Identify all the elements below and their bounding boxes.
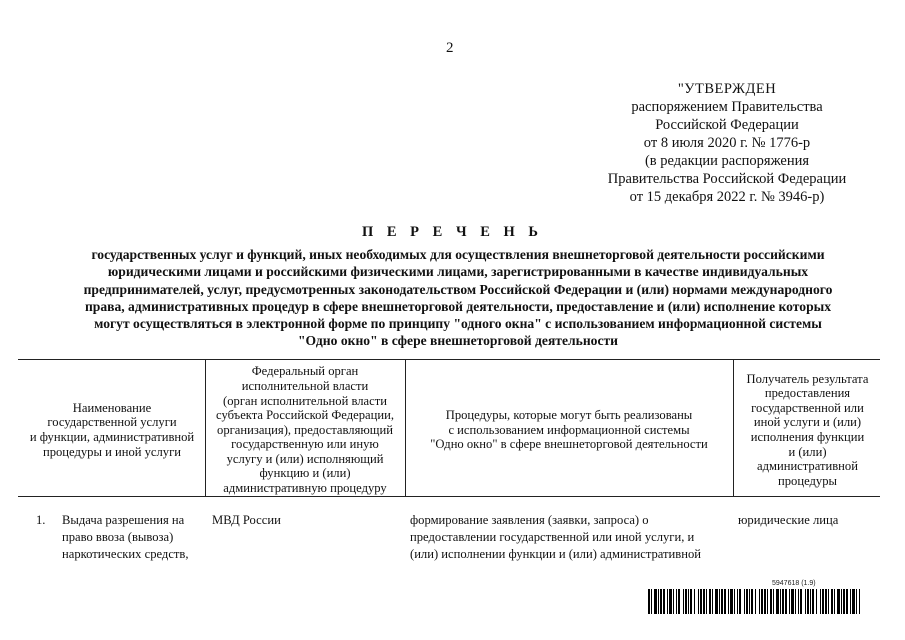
header-line: процедуры: [778, 473, 837, 488]
header-line: административной: [757, 459, 858, 474]
barcode-bar: [685, 589, 687, 614]
approval-line: от 8 июля 2020 г. № 1776-р: [643, 135, 811, 151]
barcode-bar: [749, 589, 750, 614]
approval-line: распоряжением Правительства: [631, 99, 823, 115]
header-line: и функции, административной: [29, 430, 195, 444]
barcode-bar: [739, 589, 741, 614]
barcode-bar: [651, 589, 652, 614]
header-line: государственной услуги: [47, 415, 177, 430]
header-line: предоставления: [764, 386, 851, 401]
barcode-bar: [859, 589, 860, 614]
barcode-bar: [843, 589, 845, 614]
barcode-bar: [856, 589, 857, 614]
barcode-bar: [721, 589, 723, 614]
header-cell-procedures: [407, 366, 731, 494]
barcode-bar: [688, 589, 689, 614]
header-line: субъекта Российской Федерации,: [216, 408, 394, 423]
barcode-bar: [658, 589, 659, 614]
barcode-bar: [816, 589, 817, 614]
approval-block: [596, 80, 858, 206]
header-line: иной услуги и (или): [753, 415, 862, 430]
header-line: государственную или иную: [231, 437, 379, 452]
barcode-bar: [789, 589, 790, 614]
barcode-bar: [846, 589, 848, 614]
header-line: Наименование: [72, 400, 152, 415]
header-line: организация), предоставляющий: [217, 422, 393, 437]
barcode-bar: [698, 589, 699, 614]
header-cell-organ: [207, 366, 403, 494]
barcode-bar: [715, 589, 718, 614]
barcode-bar: [767, 589, 768, 614]
barcode-bar: [770, 589, 772, 614]
approval-line: (в редакции распоряжения: [644, 153, 810, 169]
barcode-bar: [709, 589, 711, 614]
header-line: процедуры и иной услуги: [42, 444, 182, 459]
row-procedure-line: формирование заявления (заявки, запроса) о: [410, 513, 649, 527]
barcode-label: 5947618 (1.9): [772, 580, 816, 587]
barcode-bar: [773, 589, 774, 614]
barcode-bar: [751, 589, 753, 614]
barcode-bar: [678, 589, 680, 614]
barcode-bar: [841, 589, 842, 614]
barcode-bar: [831, 589, 833, 614]
approval-line: "УТВЕРЖДЕН: [677, 81, 777, 97]
barcode-bar: [805, 589, 806, 614]
barcode-bar: [834, 589, 835, 614]
barcode-bar: [782, 589, 784, 614]
barcode-bar: [764, 589, 766, 614]
header-line: государственной или: [751, 400, 864, 415]
barcode-bar: [785, 589, 787, 614]
approval-line: от 15 декабря 2022 г. № 3946-р): [629, 189, 825, 205]
row-name-line: Выдача разрешения на: [62, 513, 185, 527]
column-divider: [205, 359, 206, 496]
subtitle-line: юридическими лицами и российскими физическими лицами, зарегистрированными в качестве индивидуальных: [107, 264, 809, 280]
header-line: с использованием информационной системы: [448, 422, 690, 437]
subtitle-line: предпринимателей, услуг, предусмотренных законодательством Российской Федерации и (или) нормами международного: [83, 281, 833, 297]
row-name-line: наркотических средств,: [62, 547, 189, 562]
barcode-bar: [648, 589, 650, 614]
row-procedure-line: предоставлении государственной или иной услуги, и: [410, 530, 695, 545]
barcode-bar: [822, 589, 824, 614]
header-line: административную процедуру: [223, 481, 387, 496]
approval-line: Правительства Российской Федерации: [607, 171, 847, 187]
header-cell-name: [22, 366, 202, 494]
page-number: 2: [446, 40, 454, 56]
barcode-bar: [791, 589, 794, 614]
barcode-bar: [795, 589, 796, 614]
header-line: услугу и (или) исполняющий: [226, 451, 384, 466]
barcode-bar: [798, 589, 799, 614]
barcode-bar: [663, 589, 665, 614]
document-subtitle: [28, 246, 888, 350]
barcode-bar: [703, 589, 705, 614]
row-recipient: юридические лица: [738, 513, 839, 527]
barcode-image: [648, 589, 860, 614]
barcode-bar: [737, 589, 738, 614]
header-line: функцию и (или): [259, 466, 351, 481]
barcode-bar: [837, 589, 840, 614]
barcode-bar: [667, 589, 668, 614]
barcode-bar: [850, 589, 851, 614]
barcode-bar: [730, 589, 733, 614]
barcode-bar: [690, 589, 692, 614]
header-line: Получатель результата: [746, 371, 869, 386]
barcode-bar: [728, 589, 729, 614]
header-line: и (или): [788, 444, 827, 459]
barcode-bar: [807, 589, 809, 614]
row-name-line: право ввоза (вывоза): [62, 530, 174, 545]
barcode-bar: [719, 589, 720, 614]
barcode-bar: [746, 589, 748, 614]
row-procedure: [410, 512, 730, 564]
barcode-bar: [683, 589, 684, 614]
header-line: "Одно окно" в сфере внешнеторговой деятельности: [430, 437, 708, 452]
table-header-border: [18, 496, 880, 497]
header-line: исполнения функции: [750, 430, 865, 444]
barcode-bar: [780, 589, 781, 614]
barcode-bar: [724, 589, 726, 614]
barcode-bar: [744, 589, 745, 614]
barcode-bar: [694, 589, 695, 614]
approval-line: Российской Федерации: [655, 117, 799, 133]
barcode-bar: [673, 589, 674, 614]
header-line: (орган исполнительной власти: [223, 393, 387, 408]
barcode-bar: [759, 589, 760, 614]
row-organ: МВД России: [212, 513, 281, 527]
column-divider: [405, 359, 406, 496]
barcode-bar: [712, 589, 713, 614]
header-line: исполнительной власти: [241, 378, 369, 393]
barcode-bar: [734, 589, 735, 614]
table-top-border: [18, 359, 880, 360]
barcode-bar: [825, 589, 827, 614]
row-name: [62, 512, 202, 564]
barcode-bar: [669, 589, 672, 614]
barcode-bar: [776, 589, 779, 614]
barcode-bar: [810, 589, 811, 614]
header-cell-recipient: [735, 366, 880, 494]
barcode-bar: [852, 589, 855, 614]
barcode-bar: [820, 589, 821, 614]
barcode-bar: [660, 589, 662, 614]
header-line: Федеральный орган: [251, 364, 359, 379]
barcode-bar: [800, 589, 802, 614]
barcode-bar: [654, 589, 657, 614]
barcode-bar: [828, 589, 829, 614]
barcode-bar: [761, 589, 763, 614]
subtitle-line: "Одно окно" в сфере внешнеторговой деятельности: [297, 333, 618, 349]
subtitle-line: государственных услуг и функций, иных необходимых для осуществления внешнеторговой деятельности российскими: [91, 247, 825, 262]
barcode-bar: [755, 589, 756, 614]
column-divider: [733, 359, 734, 496]
row-number: 1.: [36, 513, 46, 527]
subtitle-line: могут осуществляться в электронной форме по принципу "одного окна" с использованием информационной системы: [94, 316, 822, 332]
header-line: Процедуры, которые могут быть реализованы: [445, 408, 693, 423]
row-procedure-line: (или) исполнении функции и (или) административной: [410, 547, 701, 562]
document-title: П Е Р Е Ч Е Н Ь: [361, 224, 544, 240]
subtitle-line: права, административных процедур в сфере внешнеторговой деятельности, предоставление и (или) исполнение которых: [84, 298, 832, 314]
barcode-bar: [700, 589, 702, 614]
barcode-bar: [706, 589, 707, 614]
barcode-bar: [676, 589, 677, 614]
barcode-bar: [812, 589, 814, 614]
